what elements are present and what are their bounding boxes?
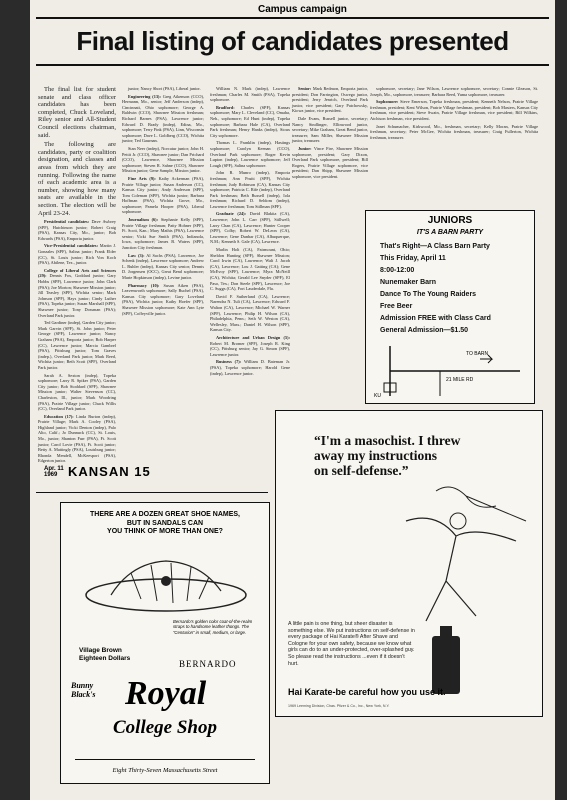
ad-headline <box>69 511 261 537</box>
store-info <box>79 647 130 663</box>
store-line: Eighteen Dollars <box>79 655 131 662</box>
candidate-paragraph <box>210 211 290 245</box>
candidate-paragraph <box>210 140 290 168</box>
candidate-paragraph <box>292 146 368 180</box>
candidate-text: William N. Mark (indep), Lawrence freshman; Charles M. Smith (PSA), Topeka sophomore. <box>210 86 290 103</box>
ad-headline-line: “I'm a masochist. I threw <box>314 433 461 448</box>
article-column-1 <box>38 86 117 464</box>
candidate-text: Sarah A. Sexton (indep), Topeka sophomore; Larry R. Spiker (PSA), Garden City junior; Bob Stoddard (SPF), Shawnee Mission junior; Walter Stevenson (CC), Charleston, Ill., junior; Mark Woodring (PSA), Prairie Village junior; Chuck Willis (CC), Overland Park junior. <box>38 372 116 412</box>
section-label: Law (3): <box>128 252 145 258</box>
logo-line: Bunny <box>71 681 94 690</box>
bottle-image <box>432 636 460 694</box>
ad-headline-line: away my instructions <box>314 448 438 463</box>
newspaper-page <box>30 0 555 800</box>
section-label: Education (17): <box>44 413 74 419</box>
candidate-text: Robert M. Bromer (SPF), Joseph R. King (CC), Pittsburg senior; Jay G. Simon (SPF), Lawrence junior. <box>210 340 290 357</box>
candidate-text: Stan Neer (indep), Norcatur junior; John H. Pettit Jr. (CCO), Shawnee junior; Dan Prichard (CCO), Lawrence, Shawnee Mission sophomore; Steven R. Sahne (CCO), Shawnee Mission junior; Gene Sample, Mission junior. <box>122 145 204 174</box>
candidate-paragraph <box>210 170 290 209</box>
candidate-paragraph <box>210 294 290 333</box>
ad-line: Free Beer <box>380 303 413 310</box>
ad-tagline: Hai Karate-be careful how you use it. <box>288 687 446 697</box>
store-logo <box>71 681 95 699</box>
candidate-paragraph <box>122 86 204 92</box>
section-label: Business (7): <box>216 359 242 365</box>
candidate-text: Marlin Holt (CA), Fairmount, Ohio; Sheldon Hunting (SPF), Shawnee Mission; Carol Irwin (CA), Lawrence; Walt J. Jacob (CA), Lawrence; Lou J. Gatting (CA); Gene McEvoy (SPF), Lawrence; Myra McNeill (CA), Wichita; Gerald Lee Snyder (SPF), El Paso, Tex.; Don Steele (SPF), Lawrence; Joe C. Suggs (CA), Fort Lauderdale, Fla. <box>210 247 290 292</box>
candidate-text: David F. Sutherland (CA), Lawrence; Narendra N. Tuli (CA), Lawrence; Edward F. Walton (CA), Lawrence; Michael W. Warner (SPF), Lawrence; Philip H. Wilson (CA), Philadelphia, Penn.; Seth W. Weston (CA), Wellesley, Mass.; Daniel H. Wilson (SPF), Kansas City. <box>210 293 290 333</box>
section-label: Graduate (24): <box>216 211 246 217</box>
candidate-paragraph <box>210 86 290 103</box>
kicker: Campus campaign <box>258 4 347 15</box>
store-name-college-shop: College Shop <box>113 717 217 738</box>
karate-figures-illustration <box>376 481 536 631</box>
candidate-paragraph <box>210 105 290 139</box>
candidate-text: Al Sachs (PSA), Lawrence, Joe Schenk (indep), Lawrence sophomore; Andrew L. Buhler (indep), Kansas City senior; Dennis D. Jorgensen (OCC), Great Bend sophomore; Marie Hopkinson (indep), Levine junior. <box>122 252 204 280</box>
candidate-text: Greg Aikenson (CCO), Hermann, Mo., senior; Jeff Anderson (indep), Cincinnati, Ohio sophomore; George A. Baldwin (CCO), Shawnee Mission freshman; Richard Barnes (PSA), Lawrence junior; Edward D. Brady (indep), Edina, Mo., sophomore; Terry Fink (PSA), Linn, Wisconsin sophomore; Dave L. Goldberg (CCO), Wichita junior; Ted Gaurnan. <box>122 93 204 144</box>
hai-karate-ad <box>275 410 543 717</box>
section-label: Engineering (13): <box>128 93 161 99</box>
publication-name: KANSAN 15 <box>68 464 151 479</box>
royal-college-shop-ad <box>60 502 270 784</box>
ad-headline-line: BUT IN SANDALS CAN <box>126 519 204 527</box>
juniors-barn-party-ad <box>365 210 535 404</box>
candidate-text: Mark Redmon, Emporia junior, president; Don Farrington, Oswego junior, president; Jerry Jenrich, Overland Park junior, vice president; Gary Patchowsky, Kiowa junior, vice president. <box>292 86 368 114</box>
top-rule <box>36 17 549 19</box>
candidate-text: Susan Aiken (PSA), Leavenworth sophomore; Sally Buchel (PSA), Kansas City sophomore; Gary Loveland (PSA), Wichita junior; Kathy Hoefer (SPF), Shawnee Mission sophomore; Kate Ann Lyte (SPF), Coffeyville junior. <box>122 282 204 316</box>
candidate-text: John R. Munro (indep), Emporia freshman; Ann Pruitt (SPF), Wichita freshman; Judy Robinson (CA), Kansas City sophomore; Patricia C. Rife (indep), Overland Park freshman; Beth Russell (indep), Iola freshman; Richard D. Seldom (indep), Lawrence freshman; Tom Stillman (SPF). <box>210 170 290 209</box>
masthead-rule <box>36 492 268 493</box>
section-label: Journalism (6): <box>128 217 159 223</box>
candidate-paragraph <box>370 99 538 121</box>
section-label: Presidential candidates: <box>44 219 90 225</box>
candidate-paragraph <box>122 283 204 317</box>
ad-line: 8:00-12:00 <box>380 267 415 274</box>
candidate-paragraph <box>210 359 290 376</box>
ad-headline <box>314 433 460 478</box>
sandal-illustration <box>71 551 261 619</box>
ad-divider <box>75 759 255 760</box>
candidate-text: junior; Nancy Short (PSA), Liberal junior. <box>128 86 201 91</box>
candidate-paragraph <box>38 268 116 318</box>
candidate-paragraph <box>38 219 116 241</box>
map-label: KU <box>374 393 381 399</box>
store-address: Eight Thirty-Seven Massachusetts Street <box>112 767 218 774</box>
candidate-paragraph <box>38 243 116 265</box>
candidate-text: Vince Fire, Shawnee Mission sophomore, president; Gary Dixon, Overland Park sophomore, president; Bill Rogers, Prairie Village sophomore, vice president; Dan Shipp, Shawnee Mission sophomore, vice president. <box>292 145 368 179</box>
section-label: Bradford: <box>216 104 235 110</box>
candidate-paragraph <box>210 335 290 357</box>
candidate-text: Kathy Ackerman (PSA), Prairie Village junior; Susan Anderson (CC), Kansas City junior; Andy Anderson (SPF), Tom Coleman (SPF), Wichita junior; Barbara Hoffman (PSA), Wichita Grove, Mo., sophomore; Pamela Hooper (PSA), Liberal sophomore. <box>122 175 204 215</box>
ad-line: Nunemaker Barn <box>380 279 437 286</box>
intro-paragraph: The following are candidates, party or coalition designation, and classes and areas from which they are running. Following the name of each academic area is a number, showing how many seats are available in the section. The election will be April 23-24. <box>38 141 116 217</box>
candidate-text: Steve Emerson, Topeka freshman, president; Kenneth Nelson, Prairie Village freshman, president; Kent Wilson, Prairie Village freshman, president; Bob Masters, Kansas City freshman, vice president; Steve Swain, Prairie Village freshman, vice president; Bill Wilkins, Atchison freshman, vice president. <box>370 99 538 121</box>
ad-subtitle: IT'S A BARN PARTY <box>416 229 484 236</box>
candidate-paragraph <box>122 94 204 144</box>
candidate-text: Linda Burton (indep), Prairie Village; Mark A. Cooley (PSA), Highland junior; Vicki Denton (indep), Palo Alto, Calif.; Jo Dunnuck (CC), St. Louis, Mo., junior; Shanton Furr (PSA), Ft. Scott junior; Carol Lovie (PSA), Ft. Scott junior; Betty A. Mattingly (PSA), Louisburg junior; Rhonda Mendell, McKeesport (PSA), Edgerton junior. <box>38 413 117 464</box>
article-column-2 <box>122 86 204 458</box>
candidate-text: David Blakita (CA), Lawrence; John L. Carr (SPF), Stillwell; Larry Chan (CA), Lawrence; Hunter Cooper (SPF), Colby; Robert W. DeLeon (CA), Lawrence; Gene Dunbar (CA), Albuquerque, N.M.; Kenneth S. Gale (CA), Lawrence. <box>210 211 290 245</box>
map-label: TO BARN <box>466 351 489 357</box>
article-column-5 <box>370 86 538 202</box>
section-label: Fine Arts (9): <box>128 175 156 181</box>
candidate-text: Martin J. Gonzales (SPF), Salina junior; Frank Elder (CC), St. Louis junior; Rich Von Koch (PSA), Abilene, Tex., junior. <box>38 243 116 266</box>
ad-body: A little pain is one thing, but sheer disaster is something else. We put instructions on self-defense in every package of Hai Karate® After Shave and Cologne for your own safety, because we know what girls can do to an under-protected, over-splashed guy. So please read the instructions ...even if it doesn't hurt. <box>288 621 415 667</box>
candidate-text: Stephanie Kelly (SPF), Prairie Village freshman; Patty Hohner (SPF), Ft. Scott, Kan.; Mary Mathis (PSA), Lawrence senior; Vicki Sue Smith (PSA), Indianola, Iowa, sophomore; James B. Waters (SPF), Junction City freshman. <box>122 217 204 251</box>
article-intro <box>38 86 116 217</box>
ad-line: That's Right—A Class Barn Party <box>380 243 490 250</box>
store-line: Village Brown <box>79 647 122 654</box>
ad-headline-line: THERE ARE A DOZEN GREAT SHOE NAMES, <box>90 511 240 518</box>
candidate-paragraph <box>292 116 368 144</box>
ad-line: This Friday, April 11 <box>380 255 446 262</box>
section-label: Junior: <box>298 145 312 151</box>
date-line: Apr. 11 <box>44 466 64 472</box>
candidate-text: Dale Evans, Russell junior, secretary; Nancy Sindlinger, Ellinwood junior, secretary; Mike Graham, Great Bend junior, treasurer; Sam Miller, Shawnee Mission junior, treasurer. <box>292 115 368 144</box>
ad-headline-line: YOU THINK OF MORE THAN ONE? <box>107 528 223 536</box>
ad-copyright: 1969 Leeming Division, Chas. Pfizer & Co., Inc., New York, N.Y. <box>288 704 390 708</box>
ad-line: Admission FREE with Class Card <box>380 315 491 322</box>
candidate-paragraph <box>38 373 116 412</box>
candidate-text: Dave Awbrey (SPF), Hutchinson junior; Robert Craig (PSA), Kansas City, Mo., junior; Bob Edwards (PSA), Emporia junior. <box>38 219 117 241</box>
section-label: Architecture and Urban Design (5): <box>216 334 290 340</box>
headline-rule <box>36 64 549 66</box>
candidate-list <box>38 219 116 464</box>
candidate-text: sophomore, secretary; Jane Wilson, Lawrence sophomore, secretary; Connie Gleason, St. Joseph, Mo., sophomore, treasurer; Barbara Reed, Yuma sophomore, treasurer. <box>370 86 538 97</box>
section-label: College of Liberal Arts and Sciences (29): <box>38 267 116 279</box>
candidate-paragraph <box>38 414 116 464</box>
candidate-paragraph <box>122 176 204 215</box>
candidate-text: William D. Bateman Jr. (PSA), Topeka sophomore; Harold Gene (indep), Lawrence junior. <box>210 359 291 376</box>
map-label: 21 MILE RD <box>446 377 474 383</box>
section-label: Senior: <box>298 86 312 91</box>
candidate-paragraph <box>122 253 204 281</box>
logo-line: Black's <box>71 690 96 699</box>
ad-headline-line: on self-defense.” <box>314 463 409 478</box>
ad-caption: Bernardo's golden color coat-of-the-realm straps to handsome leather thongs. The “Centurion” in small, medium, or large. <box>173 619 253 635</box>
ad-line: General Admission—$1.50 <box>380 327 469 334</box>
candidate-paragraph <box>122 217 204 251</box>
candidate-text: Janet Schumacher, Kirkwood, Mo., freshman, secretary; Kelly Moran, Prairie Village freshman, secretary; Peter McGee, Wichita freshman, treasurer; Craig Fullerton, Wichita freshman, treasurer. <box>370 123 538 140</box>
candidate-paragraph <box>38 320 116 370</box>
candidate-paragraph <box>210 247 290 292</box>
candidate-text: Thomas L. Franklin (indep), Hastings sophomore; Carolyn Keenan (CCO), Overland Park sophomore; Roger Kevin Lupton (indep), Lawrence sophomore; Jeff Lough (SPF), Salina sophomore. <box>210 140 290 168</box>
candidate-paragraph <box>370 86 538 97</box>
headline: Final listing of candidates presented <box>76 26 509 56</box>
candidate-paragraph <box>122 146 204 174</box>
candidate-text: Dennis Fox, Goddard junior; Gary Hobbs (SPF), Lawrence junior; John Clark (PSA); Joe Morton; Shawnee Mission junior; Jill Teasley (SPF), Wichita senior; Mark Johnson (SPF), Hays junior; Cindy Luther (PSA), Topeka junior; Susan Marshall (SPF), Shawnee junior; Tony Dossman (PSA); Overland Park junior. <box>38 273 116 318</box>
section-label: Vice-Presidential candidates: <box>44 243 99 249</box>
brand-name: BERNARDO <box>179 659 237 669</box>
candidate-paragraph <box>292 86 368 114</box>
section-label: Sophomore: <box>376 99 399 105</box>
candidate-text: Charles (SPF), Kansas sophomore; Mary L. Cleveland (CC), Omaha, Neb., sophomore; Ed Hunt (indep), Topeka sophomore; Barbara Hale (CA), Overland Park freshman; Henry Hanks (indep), Sioux City sophomore. <box>210 104 290 138</box>
directions-map <box>370 341 528 399</box>
date-year: 1969 <box>44 472 58 478</box>
ad-title: JUNIORS <box>427 215 473 226</box>
ad-line: Dance To The Young Raiders <box>380 291 477 298</box>
candidate-text: Ted Gardiner (indep), Garden City junior; Mark Garvin (SPF), St. John junior; Peter George (SPF), Lawrence junior; Nancy Graham (PSA), Emporia junior; Bob Harper (CC), Lawrence junior; Marcia Gambrel (PSA), Pittsburg junior; Tom Graves (indep.), Overland Park junior; Mark Reed, Wichita junior; Beth Scott (SPF), Overland Park junior. <box>38 320 117 370</box>
store-name-royal: Royal <box>125 675 207 712</box>
candidate-paragraph <box>370 124 538 141</box>
masthead <box>44 464 151 479</box>
intro-paragraph: The final list for student senate and class officer candidates has been completed, Chuck Loveland, Riley senior and All-Student Council elections chairman, said. <box>38 86 116 139</box>
section-label: Pharmacy (10): <box>128 282 160 288</box>
